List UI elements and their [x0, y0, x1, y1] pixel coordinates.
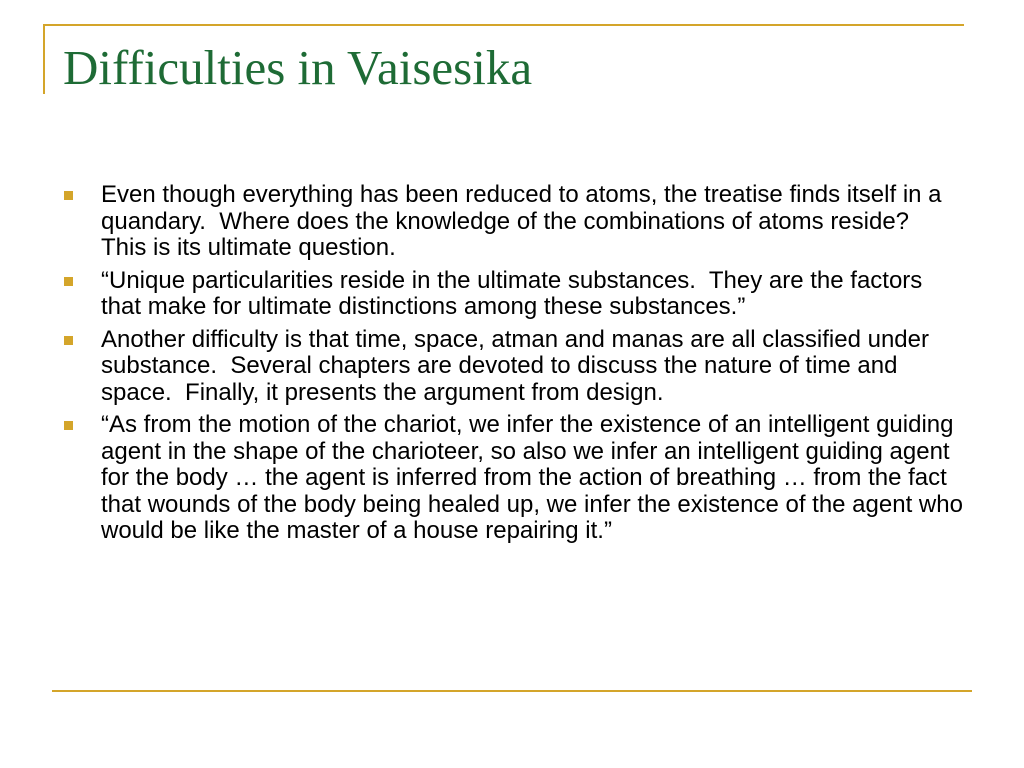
bullet-item [64, 268, 964, 321]
square-bullet-icon [64, 191, 73, 200]
square-bullet-icon [64, 421, 73, 430]
slide-title: Difficulties in Vaisesika [63, 40, 533, 95]
square-bullet-icon [64, 336, 73, 345]
bullet-text: Even though everything has been reduced to atoms, the treatise finds itself in a quandary. Where does the knowledge of the combinations of atoms reside? This is its ultimate question. [101, 181, 949, 261]
frame-bottom-line [52, 690, 972, 692]
bullet-text: “Unique particularities reside in the ultimate substances. They are the factors that make for ultimate distinctions among these substances.” [101, 266, 929, 320]
bullet-text: “As from the motion of the chariot, we infer the existence of an intelligent guiding agent in the shape of the charioteer, so also we infer an intelligent guiding agent for the body … the agent is inferred from the action of breathing … from the fact that wounds of the body being healed up, we infer the existence of the agent who would be like the master of a house repairing it.” [101, 411, 970, 544]
bullet-item [64, 411, 970, 545]
bullet-item [64, 182, 964, 262]
bullet-list [64, 181, 970, 551]
frame-left-line [43, 24, 45, 94]
square-bullet-icon [64, 277, 73, 286]
frame-top-line [43, 24, 964, 26]
bullet-item [64, 327, 964, 407]
bullet-text: Another difficulty is that time, space, atman and manas are all classified under substance. Several chapters are devoted to discuss the nature of time and space. Finally, it presents the argument from design. [101, 325, 936, 406]
